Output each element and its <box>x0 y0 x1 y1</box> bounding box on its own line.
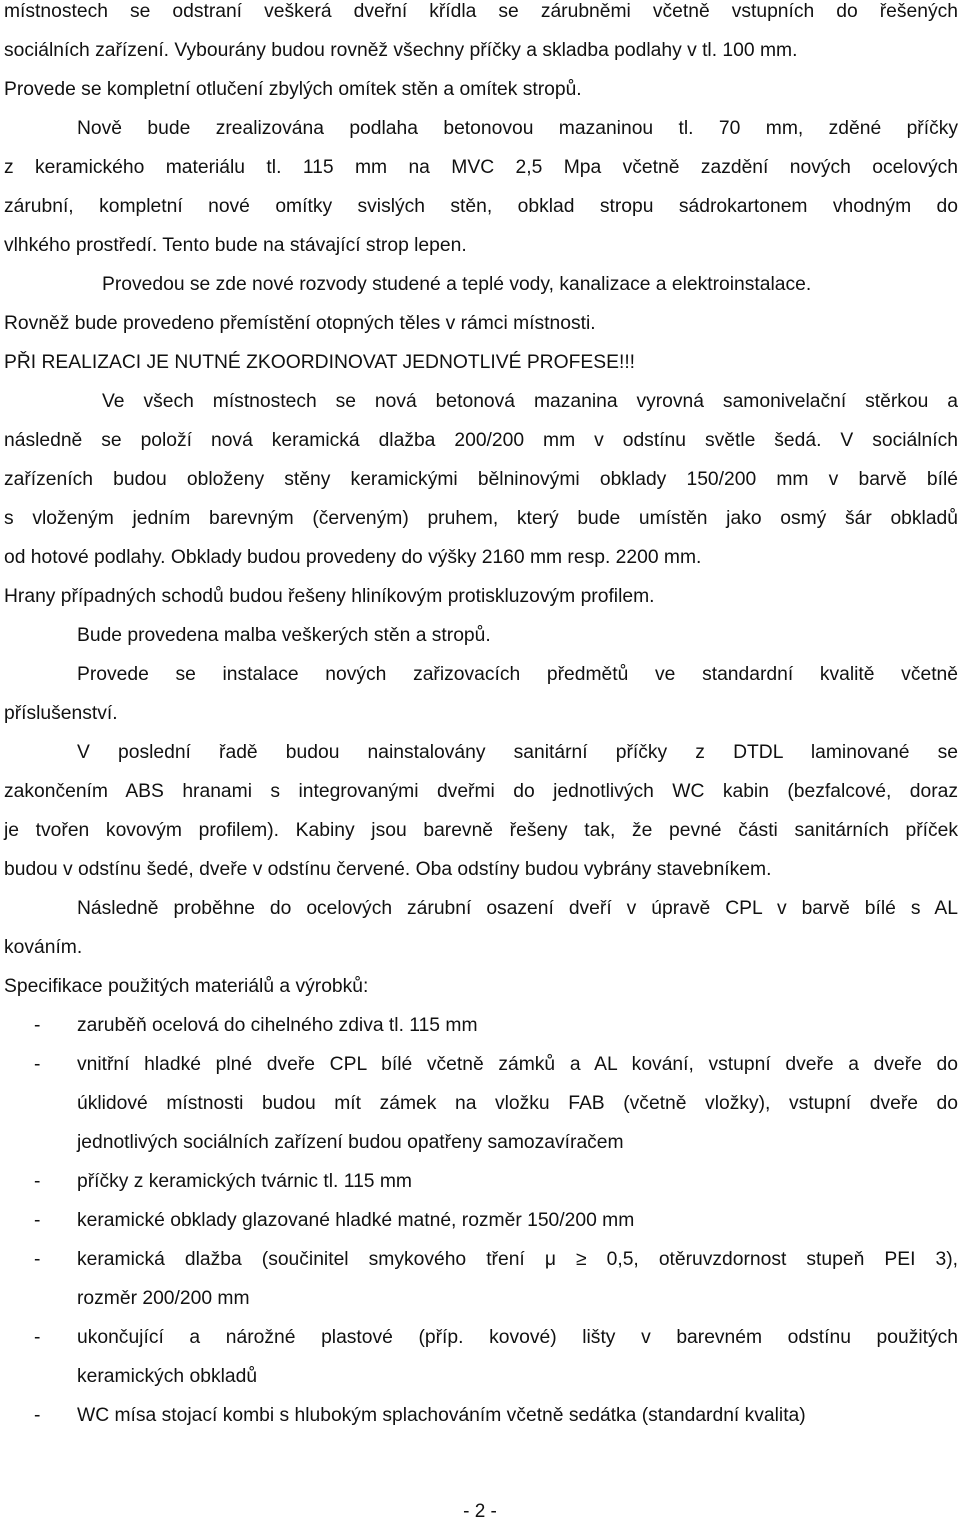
spec-heading: Specifikace použitých materiálů a výrobků: <box>4 976 369 997</box>
text-line: od hotové podlahy. Obklady budou provedeny do výšky 2160 mm resp. 2200 mm. <box>4 547 702 568</box>
text-line: kováním. <box>4 937 83 958</box>
text-line: Provede se instalace nových zařizovacích předmětů ve standardní kvalitě včetně <box>77 664 958 685</box>
text-line: Nově bude zrealizována podlaha betonovou mazaninou tl. 70 mm, zděné příčky <box>77 118 958 139</box>
text-line: zárubní, kompletní nové omítky svislých stěn, obklad stropu sádrokartonem vhodným do <box>4 196 958 217</box>
list-item-text: keramických obkladů <box>77 1366 258 1387</box>
text-line: z keramického materiálu tl. 115 mm na MVC 2,5 Mpa včetně zazdění nových ocelových <box>4 157 958 178</box>
text-line: Provede se kompletní otlučení zbylých omítek stěn a omítek stropů. <box>4 79 582 100</box>
bullet-dash: - <box>34 1405 41 1426</box>
text-line: Ve všech místnostech se nová betonová mazanina vyrovná samonivelační stěrkou a <box>102 391 958 412</box>
bullet-dash: - <box>34 1054 41 1075</box>
text-line: Následně proběhne do ocelových zárubní osazení dveří v úpravě CPL v barvě bílé s AL <box>77 898 958 919</box>
text-line: Provedou se zde nové rozvody studené a teplé vody, kanalizace a elektroinstalace. <box>102 274 812 295</box>
text-line: zařízeních budou obloženy stěny keramickými bělninovými obklady 150/200 mm v barvě bílé <box>4 469 958 490</box>
text-line: Rovněž bude provedeno přemístění otopných těles v rámci místnosti. <box>4 313 596 334</box>
text-line: Bude provedena malba veškerých stěn a stropů. <box>77 625 491 646</box>
text-line: následně se položí nová keramická dlažba 200/200 mm v odstínu světle šedá. V sociálních <box>4 430 958 451</box>
bullet-dash: - <box>34 1171 41 1192</box>
text-line: budou v odstínu šedé, dveře v odstínu červené. Oba odstíny budou vybrány stavebníkem. <box>4 859 772 880</box>
text-line: sociálních zařízení. Vybourány budou rovněž všechny příčky a skladba podlahy v tl. 100 mm. <box>4 40 798 61</box>
text-line: Hrany případných schodů budou řešeny hliníkovým protiskluzovým profilem. <box>4 586 655 607</box>
list-item-text: rozměr 200/200 mm <box>77 1288 250 1309</box>
list-item-text: zaruběň ocelová do cihelného zdiva tl. 115 mm <box>77 1015 478 1036</box>
bullet-dash: - <box>34 1327 41 1348</box>
page-number: - 2 - <box>463 1501 497 1522</box>
text-line: V poslední řadě budou nainstalovány sanitární příčky z DTDL laminované se <box>77 742 958 763</box>
warning-text: PŘI REALIZACI JE NUTNÉ ZKOORDINOVAT JEDNOTLIVÉ PROFESE!!! <box>4 352 636 373</box>
text-line: příslušenství. <box>4 703 118 724</box>
text-line: zakončením ABS hranami s integrovanými dveřmi do jednotlivých WC kabin (bezfalcové, doraz <box>4 781 958 802</box>
text-line: s vloženým jedním barevným (červeným) pruhem, který bude umístěn jako osmý šár obkladů <box>4 508 958 529</box>
list-item-text: keramické obklady glazované hladké matné, rozměr 150/200 mm <box>77 1210 635 1231</box>
text-line: místnostech se odstraní veškerá dveřní křídla se zárubněmi včetně vstupních do řešených <box>4 1 958 22</box>
bullet-dash: - <box>34 1015 41 1036</box>
list-item-text: úklidové místnosti budou mít zámek na vložku FAB (včetně vložky), vstupní dveře do <box>77 1093 958 1114</box>
list-item-text: jednotlivých sociálních zařízení budou opatřeny samozavíračem <box>77 1132 624 1153</box>
text-line: vlhkého prostředí. Tento bude na stávající strop lepen. <box>4 235 467 256</box>
list-item-text: ukončující a nárožné plastové (příp. kovové) lišty v barevném odstínu použitých <box>77 1327 958 1348</box>
list-item-text: keramická dlažba (součinitel smykového tření μ ≥ 0,5, otěruvzdornost stupeň PEI 3), <box>77 1249 958 1270</box>
text-line: je tvořen kovovým profilem). Kabiny jsou barevně řešeny tak, že pevné části sanitárních příček <box>4 820 958 841</box>
list-item-text: WC mísa stojací kombi s hlubokým splachováním včetně sedátka (standardní kvalita) <box>77 1405 806 1426</box>
bullet-dash: - <box>34 1249 41 1270</box>
list-item-text: příčky z keramických tvárnic tl. 115 mm <box>77 1171 412 1192</box>
bullet-dash: - <box>34 1210 41 1231</box>
list-item-text: vnitřní hladké plné dveře CPL bílé včetně zámků a AL kování, vstupní dveře a dveře do <box>77 1054 958 1075</box>
